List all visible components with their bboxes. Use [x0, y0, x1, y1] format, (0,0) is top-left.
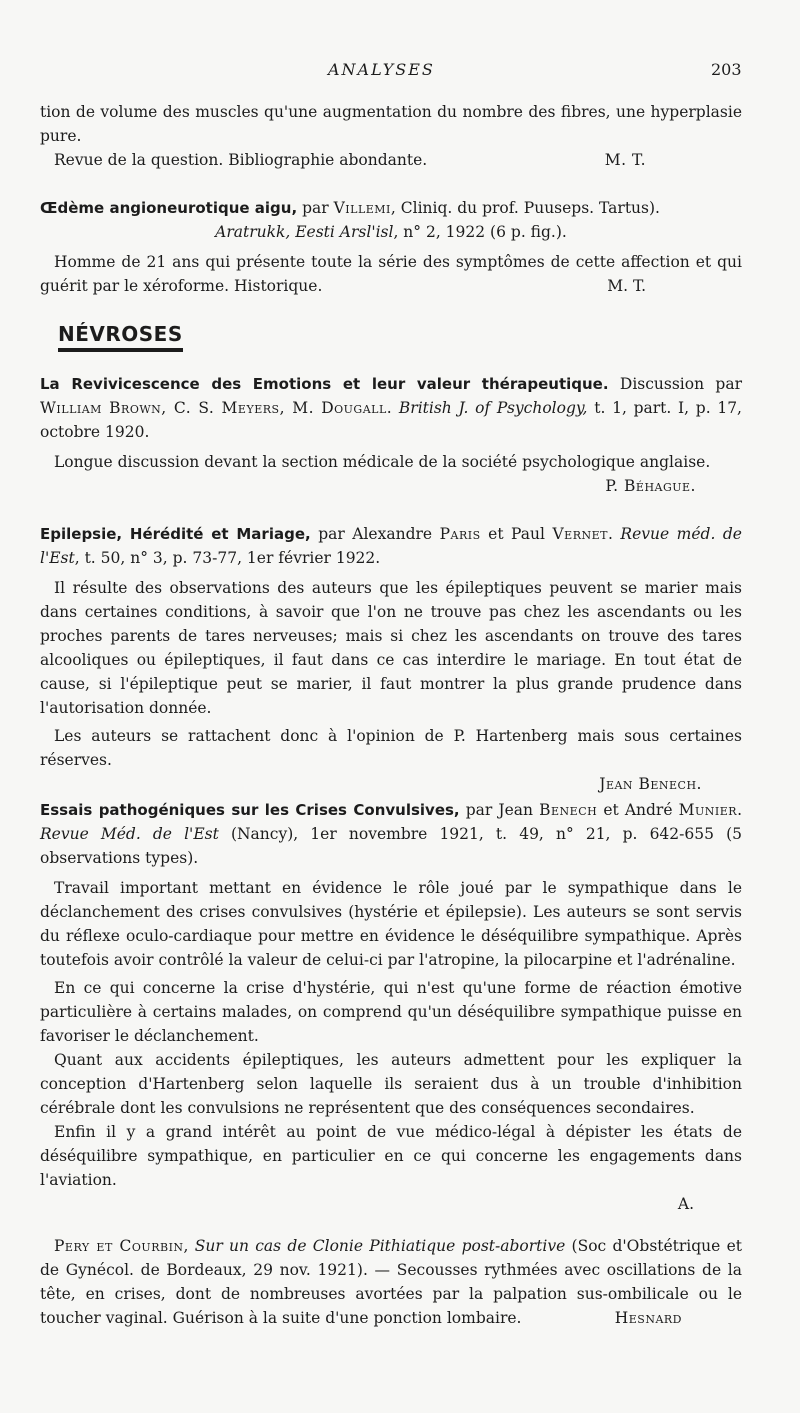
- revivi-authors: William Brown, C. S. Meyers, M. Dougall.: [40, 399, 393, 417]
- oedeme-body: Homme de 21 ans qui présente toute la série des symptômes de cette affection et qui guérit par le xéroforme. Historique.: [40, 253, 742, 295]
- revivi-body: Longue discussion devant la section médicale de la société psychologique anglaise.: [54, 453, 711, 471]
- epil-author-1: Paris: [439, 525, 481, 543]
- essais-paragraph-2: En ce qui concerne la crise d'hystérie, qui n'est qu'une forme de réaction émotive particulière à certains malades, on comprend qu'un déséquilibre sympathique puisse en favoriser le déclanchement.: [40, 979, 742, 1045]
- essais-citation: [40, 798, 742, 870]
- section-heading: NÉVROSES: [58, 322, 183, 352]
- oedeme-source-rest: , n° 2, 1922 (6 p. fig.).: [393, 223, 567, 241]
- epil-paragraph-2: Les auteurs se rattachent donc à l'opinion de P. Hartenberg mais sous certaines réserves.: [40, 727, 742, 769]
- essais-paragraph-1: Travail important mettant en évidence le rôle joué par le sympathique dans le déclanchement des crises convulsives (hystérie et épilepsie). Les auteurs se sont servis du réflexe oculo-cardiaque pour mettre en évidence le déséquilibre sympathique. Après toutefois avoir contrôlé la valeur de celui-ci par l'atropine, la pilocarpine et l'adrénaline.: [40, 879, 742, 969]
- revivi-title: La Revivicescence des Emotions et leur valeur thérapeutique.: [40, 375, 609, 393]
- epil-author-2: Vernet: [552, 525, 608, 543]
- essais-signature: A.: [677, 1195, 694, 1213]
- revivi-rest2: t. 1, part. I, p. 17, octobre 1920.: [40, 399, 742, 441]
- abstract-essais: [40, 798, 742, 1216]
- oedeme-affil: , Cliniq. du prof. Puuseps. Tartus).: [390, 199, 660, 217]
- epil-dot: .: [607, 525, 621, 543]
- essais-paragraph-3: Quant aux accidents épileptiques, les auteurs admettent pour les expliquer la conception d'Hartenberg selon laquelle ils seraient dus à un trouble d'inhibition cérébrale dont les convulsions ne représentent que des conséquences secondaires.: [40, 1051, 742, 1117]
- revivi-journal: British J. of Psychology,: [392, 399, 588, 417]
- revivi-signature: P. Béhague.: [605, 477, 696, 495]
- continued-review-row: [40, 148, 742, 172]
- pery-signature: Hesnard: [614, 1309, 682, 1327]
- oedeme-source-line: [40, 220, 742, 244]
- epil-by: par Alexandre: [310, 525, 440, 543]
- continued-entry: [40, 100, 742, 172]
- essais-author-1: Benech: [539, 801, 598, 819]
- abstract-pery-courbin: [40, 1234, 742, 1330]
- epil-journal: Revue méd. de l'Est: [40, 525, 742, 567]
- revivi-citation: [40, 372, 742, 444]
- abstract-epilepsie: [40, 522, 742, 796]
- oedeme-source: Aratrukk, Eesti Arsl'isl: [215, 223, 394, 241]
- pery-title: Sur un cas de Clonie Pithiatique post-abortive: [194, 1237, 566, 1255]
- pery-body: (Soc d'Obstétrique et de Gynécol. de Bordeaux, 29 nov. 1921). — Secousses rythmées avec oscillations de la tête, en crises, dont de nombreuses avortées par la palpation sus-ombilicale ou le toucher vaginal. Guérison à la suite d'une ponction lombaire.: [40, 1237, 743, 1327]
- epil-rest: , t. 50, n° 3, p. 73-77, 1er février 1922.: [74, 549, 381, 567]
- essais-title: Essais pathogéniques sur les Crises Convulsives,: [40, 801, 460, 819]
- essais-author-2: Munier: [678, 801, 738, 819]
- epil-and: et Paul: [480, 525, 553, 543]
- essais-journal: Revue Méd. de l'Est: [40, 825, 219, 843]
- abstract-revivicescence: [40, 372, 742, 498]
- epil-signature: Jean Benech.: [599, 775, 702, 793]
- oedeme-signature: M. T.: [607, 277, 646, 295]
- revivi-rest1: Discussion par: [608, 375, 742, 393]
- continued-text: tion de volume des muscles qu'une augmentation du nombre des fibres, une hyperplasie pure.: [40, 103, 742, 145]
- page-header: [0, 60, 800, 84]
- continued-review: Revue de la question. Bibliographie abondante.: [54, 151, 428, 169]
- epil-citation: [40, 522, 742, 570]
- essais-rest: (Nancy), 1er novembre 1921, t. 49, n° 21, p. 642-655 (5 observations types).: [40, 825, 742, 867]
- oedeme-citation: [40, 196, 742, 220]
- essais-dot: .: [737, 801, 742, 819]
- essais-paragraph-4: Enfin il y a grand intérêt au point de vue médico-légal à dépister les états de déséquilibre sympathique, en particulier en ce qui concerne les engagements dans l'aviation.: [40, 1123, 742, 1189]
- essais-by: par Jean: [459, 801, 540, 819]
- oedeme-author: Villemi: [333, 199, 391, 217]
- oedeme-title: Œdème angioneurotique aigu,: [40, 199, 298, 217]
- pery-authors: Pery et Courbin: [54, 1237, 184, 1255]
- continued-signature: M. T.: [604, 151, 646, 169]
- epil-title: Epilepsie, Hérédité et Mariage,: [40, 525, 311, 543]
- oedeme-by: par: [297, 199, 334, 217]
- essais-and: et André: [597, 801, 679, 819]
- pery-comma: ,: [183, 1237, 195, 1255]
- abstract-oedeme: [40, 196, 742, 298]
- page-number: 203: [711, 60, 742, 79]
- epil-paragraph-1: Il résulte des observations des auteurs que les épileptiques peuvent se marier mais dans certaines conditions, à savoir que l'on ne trouve pas chez les ascendants ou les proches parents de tares nerveuses; mais si chez les ascendants on trouve des tares alcooliques ou épileptiques, il faut dans ce cas interdire le mariage. En tout état de cause, si l'épileptique peut se marier, il faut montrer la plus grande prudence dans l'autorisation donnée.: [40, 579, 742, 717]
- running-title: ANALYSES: [328, 60, 435, 79]
